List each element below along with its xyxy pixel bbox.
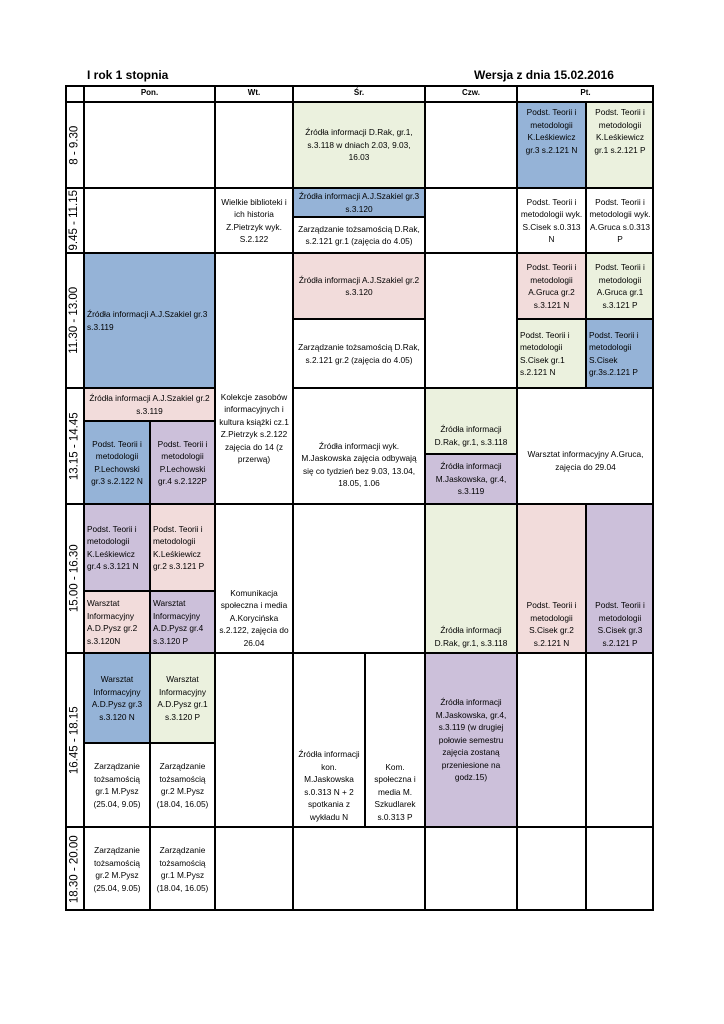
class-block[interactable]: Komunikacja społeczna i media A.Korycińska s.2.122, zajęcia do 26.04 [215,504,293,653]
class-block[interactable]: Warsztat Informacyjny A.D.Pysz gr.4 s.3.120 P [150,591,215,653]
empty-cell [215,653,293,827]
day-header-fri: Pt. [517,85,654,102]
time-slot: 8 - 9.30 [65,102,84,188]
class-block[interactable]: Podst. Teorii i metodologii S.Cisek gr.3s.2.121 P [586,319,654,388]
class-block[interactable]: Źródła informacji M.Jaskowska, gr.4, s.3.119 [425,454,517,504]
empty-cell [425,827,517,911]
empty-cell [586,827,654,911]
class-block[interactable]: Podst. Teorii i metodologii wyk. A.Gruca s.0.313 P [586,188,654,253]
class-block[interactable]: Podst. Teorii i metodologii A.Gruca gr.1 s.3.121 P [586,253,654,319]
class-block[interactable]: Podst. Teorii i metodologii K.Leśkiewicz gr.4 s.3.121 N [84,504,150,591]
class-block[interactable]: Źródła informacji A.J.Szakiel gr.2 s.3.119 [84,388,215,421]
empty-cell [586,653,654,827]
class-block[interactable]: Zarządzanie tożsamością gr.2 M.Pysz (18.04, 16.05) [150,743,215,827]
class-block[interactable]: Źródła informacji wyk. M.Jaskowska zajęcia odbywają się co tydzień bez 9.03, 13.04, 18.05, 1.06 [293,388,425,504]
empty-cell [293,504,425,653]
day-header-thu: Czw. [425,85,517,102]
empty-cell [517,827,586,911]
class-block[interactable]: Warsztat Informacyjny A.D.Pysz gr.2 s.3.120N [84,591,150,653]
class-block[interactable]: Źródła informacji A.J.Szakiel gr.3 s.3.119 [84,253,215,388]
class-block[interactable]: Kom. społeczna i media M. Szkudlarek s.0.313 P [365,653,425,827]
day-header-mon: Pon. [84,85,215,102]
corner-cell [65,85,84,102]
empty-cell [517,653,586,827]
time-slot: 11.30 - 13.00 [65,253,84,388]
class-block[interactable]: Warsztat informacyjny A.Gruca, zajęcia do 29.04 [517,388,654,504]
class-block[interactable]: Podst. Teorii i metodologii S.Cisek gr.1 s.2.121 N [517,319,586,388]
class-block[interactable]: Podst. Teorii i metodologii S.Cisek gr.2 s.2.121 N [517,504,586,653]
class-block[interactable]: Podst. Teorii i metodologii A.Gruca gr.2 s.3.121 N [517,253,586,319]
class-block[interactable]: Zarządzanie tożsamością D.Rak, s.2.121 gr.2 (zajęcia do 4.05) [293,319,425,388]
empty-cell [215,102,293,188]
class-block[interactable]: Zarządzanie tożsamością D.Rak, s.2.121 gr.1 (zajęcia do 4.05) [293,217,425,253]
empty-cell [84,188,215,253]
empty-cell [215,827,293,911]
empty-cell [84,102,215,188]
class-block[interactable]: Źródła informacji D.Rak, gr.1, s.3.118 w dniach 2.03, 9.03, 16.03 [293,102,425,188]
class-block[interactable]: Źródła informacji A.J.Szakiel gr.2 s.3.120 [293,253,425,319]
time-slot: 16.45 - 18.15 [65,653,84,827]
day-header-tue: Wt. [215,85,293,102]
version-date: Wersja z dnia 15.02.2016 [474,68,614,82]
class-block[interactable]: Podst. Teorii i metodologii P.Lechowski gr.3 s.2.122 N [84,421,150,504]
class-block[interactable]: Zarządzanie tożsamością gr.1 M.Pysz (25.04, 9.05) [84,743,150,827]
class-block[interactable]: Podst. Teorii i metodologii S.Cisek gr.3 s.2.121 P [586,504,654,653]
time-slot: 18.30 - 20.00 [65,827,84,911]
time-slot: 15.00 - 16.30 [65,504,84,653]
page-title: I rok 1 stopnia [87,68,169,82]
class-block[interactable]: Podst. Teorii i metodologii wyk. S.Cisek s.0.313 N [517,188,586,253]
class-block[interactable]: Warsztat Informacyjny A.D.Pysz gr.3 s.3.120 N [84,653,150,743]
empty-cell [425,253,517,388]
empty-cell [293,827,425,911]
class-block[interactable]: Wielkie biblioteki i ich historia Z.Pietrzyk wyk. S.2.122 [215,188,293,253]
time-slot: 9.45 - 11.15 [65,188,84,253]
empty-cell [425,188,517,253]
empty-cell [425,102,517,188]
day-header-wed: Śr. [293,85,425,102]
class-block[interactable]: Źródła informacji D.Rak, gr.1, s.3.118 [425,504,517,653]
class-block[interactable]: Podst. Teorii i metodologii K.Leśkiewicz gr.1 s.2.121 P [586,102,654,188]
class-block[interactable]: Źródła informacji A.J.Szakiel gr.3 s.3.120 [293,188,425,217]
class-block[interactable]: Źródła informacji M.Jaskowska, gr.4, s.3.119 (w drugiej połowie semestru zajęcia zostaną przeniesione na godz.15) [425,653,517,827]
class-block[interactable]: Warsztat Informacyjny A.D.Pysz gr.1 s.3.120 P [150,653,215,743]
class-block[interactable]: Podst. Teorii i metodologii K.Leśkiewicz gr.3 s.2.121 N [517,102,586,188]
class-block[interactable]: Źródła informacji kon. M.Jaskowska s.0.313 N + 2 spotkania z wykładu N [293,653,365,827]
class-block[interactable]: Podst. Teorii i metodologii P.Lechowski gr.4 s.2.122P [150,421,215,504]
class-block[interactable]: Podst. Teorii i metodologii K.Leśkiewicz gr.2 s.3.121 P [150,504,215,591]
class-block[interactable]: Zarządzanie tożsamością gr.1 M.Pysz (18.04, 16.05) [150,827,215,911]
class-block[interactable]: Kolekcje zasobów informacyjnych i kultura książki cz.1 Z.Pietrzyk s.2.122 zajęcia do 14 (z przerwą) [215,253,293,504]
timetable [65,85,654,911]
class-block[interactable]: Zarządzanie tożsamością gr.2 M.Pysz (25.04, 9.05) [84,827,150,911]
class-block[interactable]: Źródła informacji D.Rak, gr.1, s.3.118 [425,388,517,454]
time-slot: 13.15 - 14.45 [65,388,84,504]
